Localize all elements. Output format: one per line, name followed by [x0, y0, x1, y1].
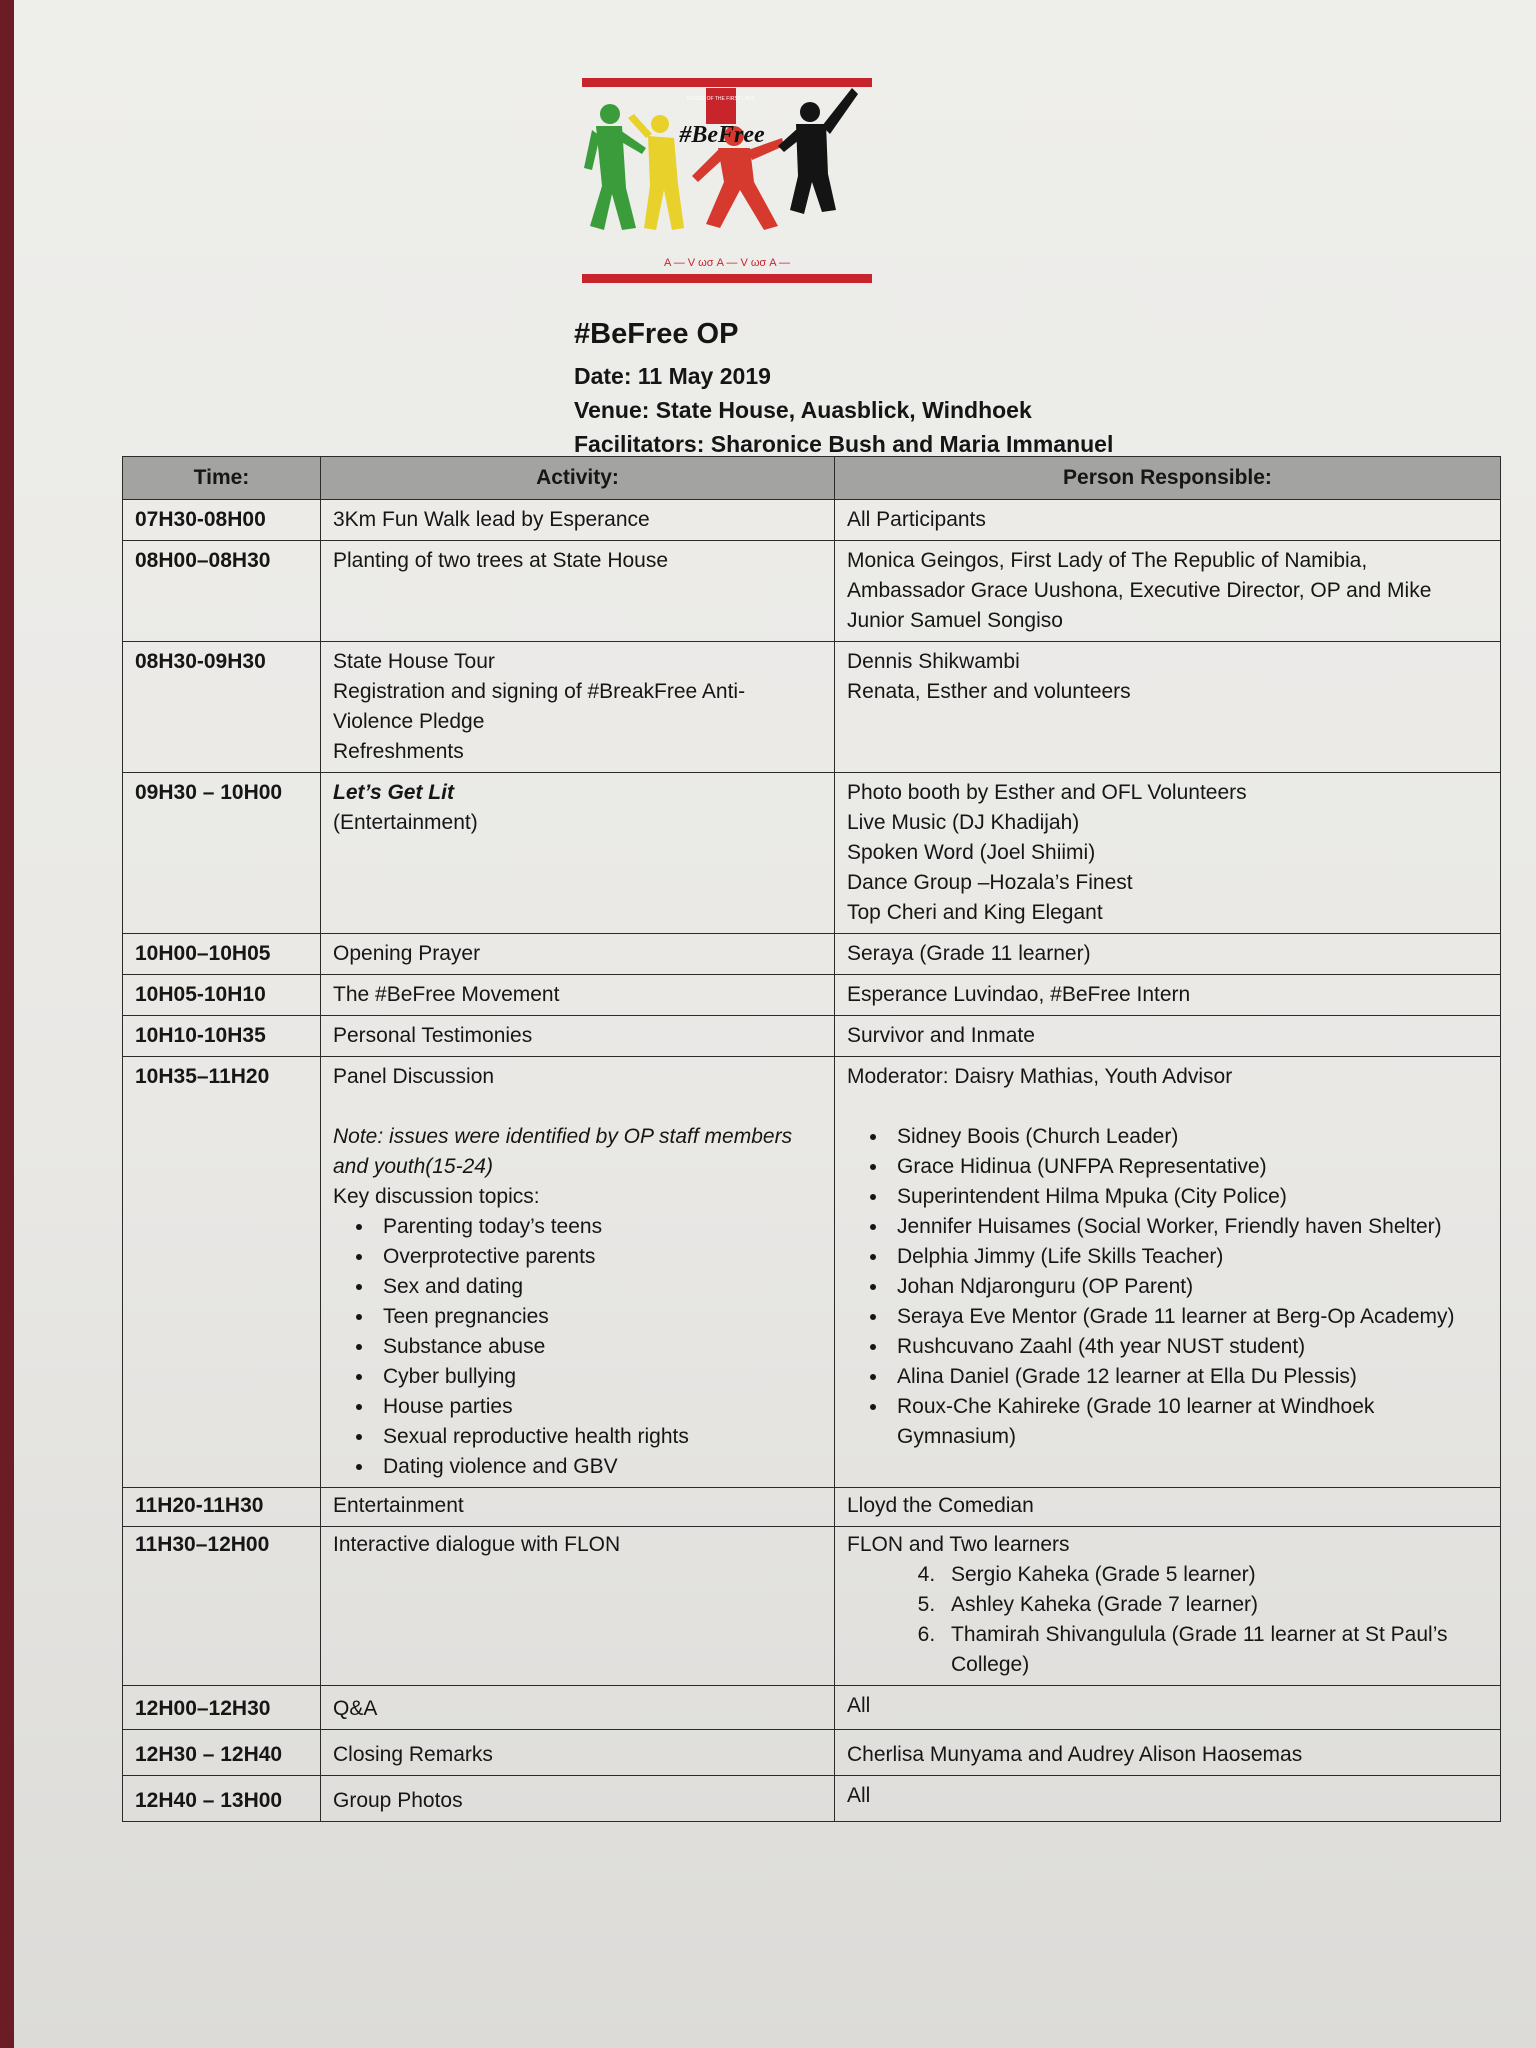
activity-line: Panel Discussion: [333, 1065, 495, 1088]
column-header-person: Person Responsible:: [835, 457, 1501, 500]
time-cell: 08H30-09H30: [123, 642, 321, 773]
time-cell: 12H30 – 12H40: [123, 1730, 321, 1776]
table-row: [123, 1730, 1501, 1776]
logo-strip-text: A — V ωσ A — V ωσ A —: [663, 257, 791, 269]
event-venue: Venue: State House, Auasblick, Windhoek: [574, 397, 1032, 423]
time-cell: 10H00–10H05: [123, 934, 321, 975]
list-item: • Substance abuse: [375, 1332, 822, 1362]
list-item: • Cyber bullying: [375, 1362, 822, 1392]
event-facilitators: Facilitators: Sharonice Bush and Maria Immanuel: [574, 431, 1114, 457]
moderator-line: Moderator: Daisry Mathias, Youth Advisor: [847, 1065, 1233, 1088]
activity-cell: Q&A: [321, 1686, 835, 1730]
time-cell: 12H40 – 13H00: [123, 1776, 321, 1822]
list-item: • Sidney Boois (Church Leader): [889, 1122, 1488, 1152]
person-cell: [835, 642, 1501, 773]
time-cell: 11H30–12H00: [123, 1527, 321, 1686]
befree-logo: [582, 78, 872, 288]
list-item: • Grace Hidinua (UNFPA Representative): [889, 1152, 1488, 1182]
panel-note: Note: issues were identified by OP staff members and youth(15-24): [333, 1125, 793, 1178]
activity-line: Registration and signing of #BreakFree Anti-Violence Pledge: [333, 680, 746, 733]
time-cell: 10H35–11H20: [123, 1057, 321, 1488]
agenda-table: [122, 456, 1501, 1822]
list-item: • Johan Ndjaronguru (OP Parent): [889, 1272, 1488, 1302]
person-line: Dance Group –Hozala’s Finest: [847, 871, 1133, 894]
person-cell: [835, 773, 1501, 934]
document-title: #BeFree OP: [574, 318, 739, 350]
person-cell: Monica Geingos, First Lady of The Republic of Namibia, Ambassador Grace Uushona, Executive Director, OP and Mike Junior Samuel Songiso: [835, 541, 1501, 642]
logo-badge-text: OFFICE OF THE FIRST LADY: [686, 96, 756, 102]
agenda-header-row: [123, 457, 1501, 500]
list-item: • Superintendent Hilma Mpuka (City Police): [889, 1182, 1488, 1212]
time-cell: 10H10-10H35: [123, 1016, 321, 1057]
table-row: [123, 1776, 1501, 1822]
table-row: [123, 975, 1501, 1016]
person-cell: [835, 1527, 1501, 1686]
time-cell: 07H30-08H00: [123, 500, 321, 541]
person-cell: Esperance Luvindao, #BeFree Intern: [835, 975, 1501, 1016]
panelists-list: [847, 1122, 1488, 1452]
table-row: [123, 642, 1501, 773]
person-line: Photo booth by Esther and OFL Volunteers: [847, 781, 1247, 804]
logo-wordmark: #BeFree: [679, 122, 765, 148]
activity-cell: The #BeFree Movement: [321, 975, 835, 1016]
activity-cell: Closing Remarks: [321, 1730, 835, 1776]
person-cell: All: [835, 1776, 1501, 1822]
list-item: • Delphia Jimmy (Life Skills Teacher): [889, 1242, 1488, 1272]
person-cell: Survivor and Inmate: [835, 1016, 1501, 1057]
list-item: • Teen pregnancies: [375, 1302, 822, 1332]
activity-cell: 3Km Fun Walk lead by Esperance: [321, 500, 835, 541]
list-item: • Rushcuvano Zaahl (4th year NUST student): [889, 1332, 1488, 1362]
time-cell: 09H30 – 10H00: [123, 773, 321, 934]
person-cell: Seraya (Grade 11 learner): [835, 934, 1501, 975]
activity-cell: Group Photos: [321, 1776, 835, 1822]
person-line: Spoken Word (Joel Shiimi): [847, 841, 1096, 864]
person-line: Renata, Esther and volunteers: [847, 680, 1131, 703]
activity-cell: Interactive dialogue with FLON: [321, 1527, 835, 1686]
table-row: [123, 500, 1501, 541]
time-cell: 12H00–12H30: [123, 1686, 321, 1730]
person-cell: All Participants: [835, 500, 1501, 541]
person-cell: Cherlisa Munyama and Audrey Alison Haosemas: [835, 1730, 1501, 1776]
list-item: • Overprotective parents: [375, 1242, 822, 1272]
list-item: • House parties: [375, 1392, 822, 1422]
list-item: • Sexual reproductive health rights: [375, 1422, 822, 1452]
table-row: [123, 1016, 1501, 1057]
document-page: [14, 0, 1536, 2048]
activity-cell: [321, 1057, 835, 1488]
list-item: • Parenting today’s teens: [375, 1212, 822, 1242]
person-line: Dennis Shikwambi: [847, 650, 1020, 673]
activity-line: State House Tour: [333, 650, 495, 673]
document-header: [574, 318, 1113, 461]
activity-cell: Personal Testimonies: [321, 1016, 835, 1057]
person-cell: All: [835, 1686, 1501, 1730]
table-row: [123, 773, 1501, 934]
activity-cell: Planting of two trees at State House: [321, 541, 835, 642]
list-item: • Jennifer Huisames (Social Worker, Friendly haven Shelter): [889, 1212, 1488, 1242]
table-row: [123, 1057, 1501, 1488]
column-header-time: Time:: [123, 457, 321, 500]
topics-list: [333, 1212, 822, 1482]
table-row: [123, 1686, 1501, 1730]
table-row: [123, 1527, 1501, 1686]
column-header-activity: Activity:: [321, 457, 835, 500]
time-cell: 08H00–08H30: [123, 541, 321, 642]
activity-line: (Entertainment): [333, 811, 478, 834]
list-item: 4. Sergio Kaheka (Grade 5 learner): [941, 1560, 1488, 1590]
table-row: [123, 1488, 1501, 1527]
event-date: Date: 11 May 2019: [574, 363, 771, 389]
time-cell: 10H05-10H10: [123, 975, 321, 1016]
activity-cell: [321, 642, 835, 773]
table-row: [123, 541, 1501, 642]
person-line: Live Music (DJ Khadijah): [847, 811, 1080, 834]
activity-line: Refreshments: [333, 740, 464, 763]
activity-cell: [321, 773, 835, 934]
list-item: • Alina Daniel (Grade 12 learner at Ella Du Plessis): [889, 1362, 1488, 1392]
activity-line: Let’s Get Lit: [333, 781, 454, 804]
person-line: FLON and Two learners: [847, 1533, 1070, 1556]
person-line: Top Cheri and King Elegant: [847, 901, 1103, 924]
activity-cell: Opening Prayer: [321, 934, 835, 975]
learners-list: [847, 1560, 1488, 1680]
table-row: [123, 934, 1501, 975]
person-cell: Lloyd the Comedian: [835, 1488, 1501, 1527]
list-item: • Sex and dating: [375, 1272, 822, 1302]
topics-label: Key discussion topics:: [333, 1185, 540, 1208]
person-cell: [835, 1057, 1501, 1488]
time-cell: 11H20-11H30: [123, 1488, 321, 1527]
list-item: 6. Thamirah Shivangulula (Grade 11 learner at St Paul’s College): [941, 1620, 1488, 1680]
list-item: • Roux-Che Kahireke (Grade 10 learner at Windhoek Gymnasium): [889, 1392, 1488, 1452]
list-item: • Dating violence and GBV: [375, 1452, 822, 1482]
list-item: 5. Ashley Kaheka (Grade 7 learner): [941, 1590, 1488, 1620]
list-item: • Seraya Eve Mentor (Grade 11 learner at Berg-Op Academy): [889, 1302, 1488, 1332]
activity-cell: Entertainment: [321, 1488, 835, 1527]
